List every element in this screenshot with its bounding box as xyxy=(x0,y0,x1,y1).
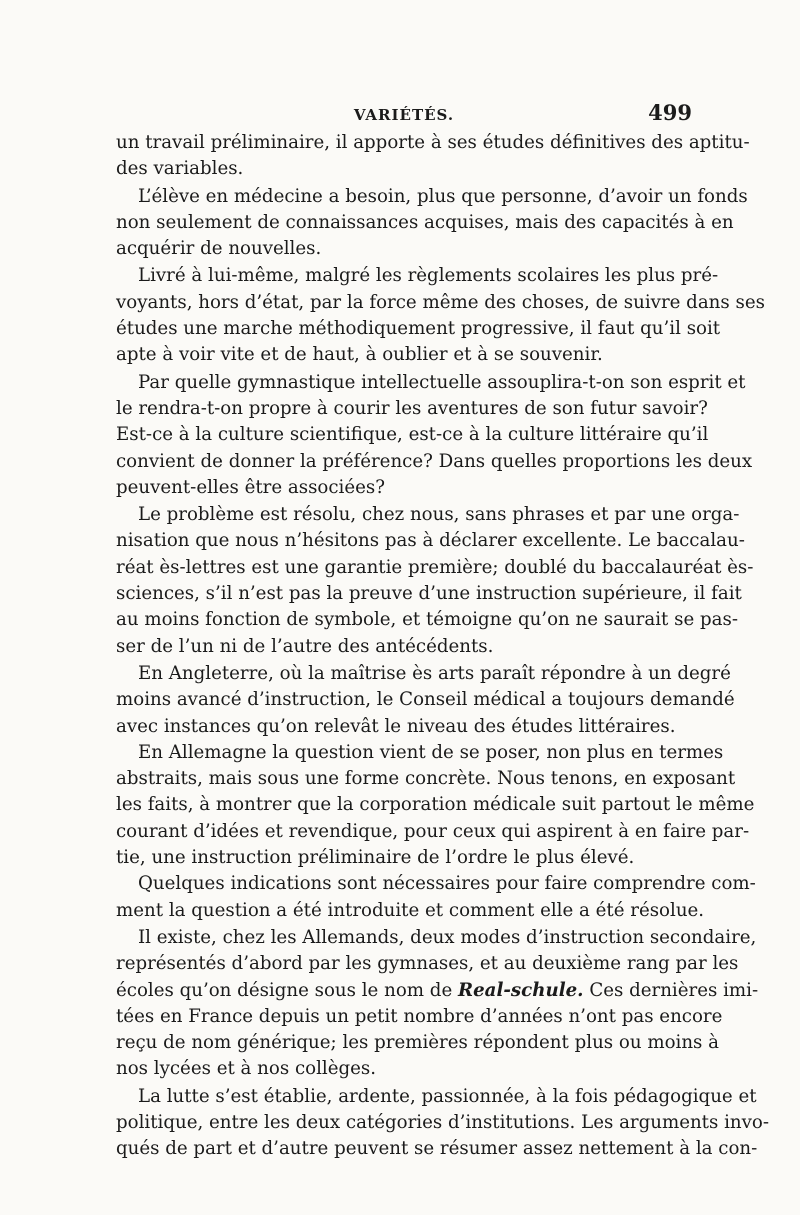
text-line: peuvent-elles être associées? xyxy=(116,476,385,498)
text-line: nisation que nous n’hésitons pas à déclarer excellente. Le baccalau- xyxy=(116,530,745,552)
text-line: au moins fonction de symbole, et témoigne qu’on ne saurait se pas- xyxy=(116,609,738,631)
text-line: sciences, s’il n’est pas la preuve d’une instruction supérieure, il fait xyxy=(116,583,742,605)
text-line: politique, entre les deux catégories d’institutions. Les arguments invo- xyxy=(116,1111,770,1133)
text-line: En Allemagne la question vient de se poser, non plus en termes xyxy=(138,741,724,763)
text-line xyxy=(116,978,759,1004)
text-line: Quelques indications sont nécessaires pour faire comprendre com- xyxy=(138,873,756,895)
text-line: un travail préliminaire, il apporte à ses études définitives des aptitu- xyxy=(116,132,750,153)
text-line: L’élève en médecine a besoin, plus que personne, d’avoir un fonds xyxy=(138,185,748,207)
text-line: tées en France depuis un petit nombre d’années n’ont pas encore xyxy=(116,1005,723,1027)
text-line: nos lycées et à nos collèges. xyxy=(116,1058,377,1080)
running-header xyxy=(116,98,692,128)
text-line: avec instances qu’on relevât le niveau des études littéraires. xyxy=(116,715,676,737)
text-line: abstraits, mais sous une forme concrète. Nous tenons, en exposant xyxy=(116,768,736,790)
text-line: Est-ce à la culture scientifique, est-ce à la culture littéraire qu’il xyxy=(116,424,709,446)
text-line: des variables. xyxy=(116,158,244,180)
text-line: réat ès-lettres est une garantie première; doublé du baccalauréat ès- xyxy=(116,556,754,578)
page-number: 499 xyxy=(648,100,692,125)
text-segment: écoles qu’on désigne sous le nom de xyxy=(116,979,453,1001)
text-line: convient de donner la préférence? Dans quelles proportions les deux xyxy=(116,450,753,472)
text-line: apte à voir vite et de haut, à oublier et à se souvenir. xyxy=(116,344,603,366)
text-line: ser de l’un ni de l’autre des antécédents. xyxy=(116,635,494,657)
running-title: VARIÉTÉS. xyxy=(353,106,455,124)
text-line: représentés d’abord par les gymnases, et au deuxième rang par les xyxy=(116,953,739,975)
text-line: non seulement de connaissances acquises, mais des capacités à en xyxy=(116,211,734,233)
text-line: Par quelle gymnastique intellectuelle assouplira-t-on son esprit et xyxy=(138,371,746,393)
text-line: moins avancé d’instruction, le Conseil médical a toujours demandé xyxy=(116,689,735,711)
text-line: tie, une instruction préliminaire de l’ordre le plus élevé. xyxy=(116,847,635,869)
text-line: les faits, à montrer que la corporation médicale suit partout le même xyxy=(116,794,755,816)
italic-term: Real-schule. xyxy=(458,979,584,1001)
text-line: En Angleterre, où la maîtrise ès arts paraît répondre à un degré xyxy=(138,662,731,684)
text-line: Il existe, chez les Allemands, deux modes d’instruction secondaire, xyxy=(138,926,757,948)
text-line: courant d’idées et revendique, pour ceux qui aspirent à en faire par- xyxy=(116,820,750,842)
text-line: acquérir de nouvelles. xyxy=(116,238,322,260)
text-line: ment la question a été introduite et comment elle a été résolue. xyxy=(116,899,705,921)
text-line: reçu de nom générique; les premières répondent plus ou moins à xyxy=(116,1032,720,1054)
text-line: Le problème est résolu, chez nous, sans phrases et par une orga- xyxy=(138,504,740,526)
text-segment: Ces dernières imi- xyxy=(589,979,759,1001)
text-line: Livré à lui-même, malgré les règlements scolaires les plus pré- xyxy=(138,265,719,287)
text-line: voyants, hors d’état, par la force même des choses, de suivre dans ses xyxy=(116,291,765,313)
text-line: qués de part et d’autre peuvent se résumer assez nettement à la con- xyxy=(116,1138,758,1160)
text-line: La lutte s’est établie, ardente, passionnée, à la fois pédagogique et xyxy=(138,1085,757,1107)
text-line: études une marche méthodiquement progressive, il faut qu’il soit xyxy=(116,318,721,340)
text-line: le rendra-t-on propre à courir les aventures de son futur savoir? xyxy=(116,397,708,419)
body-text xyxy=(116,130,770,1163)
